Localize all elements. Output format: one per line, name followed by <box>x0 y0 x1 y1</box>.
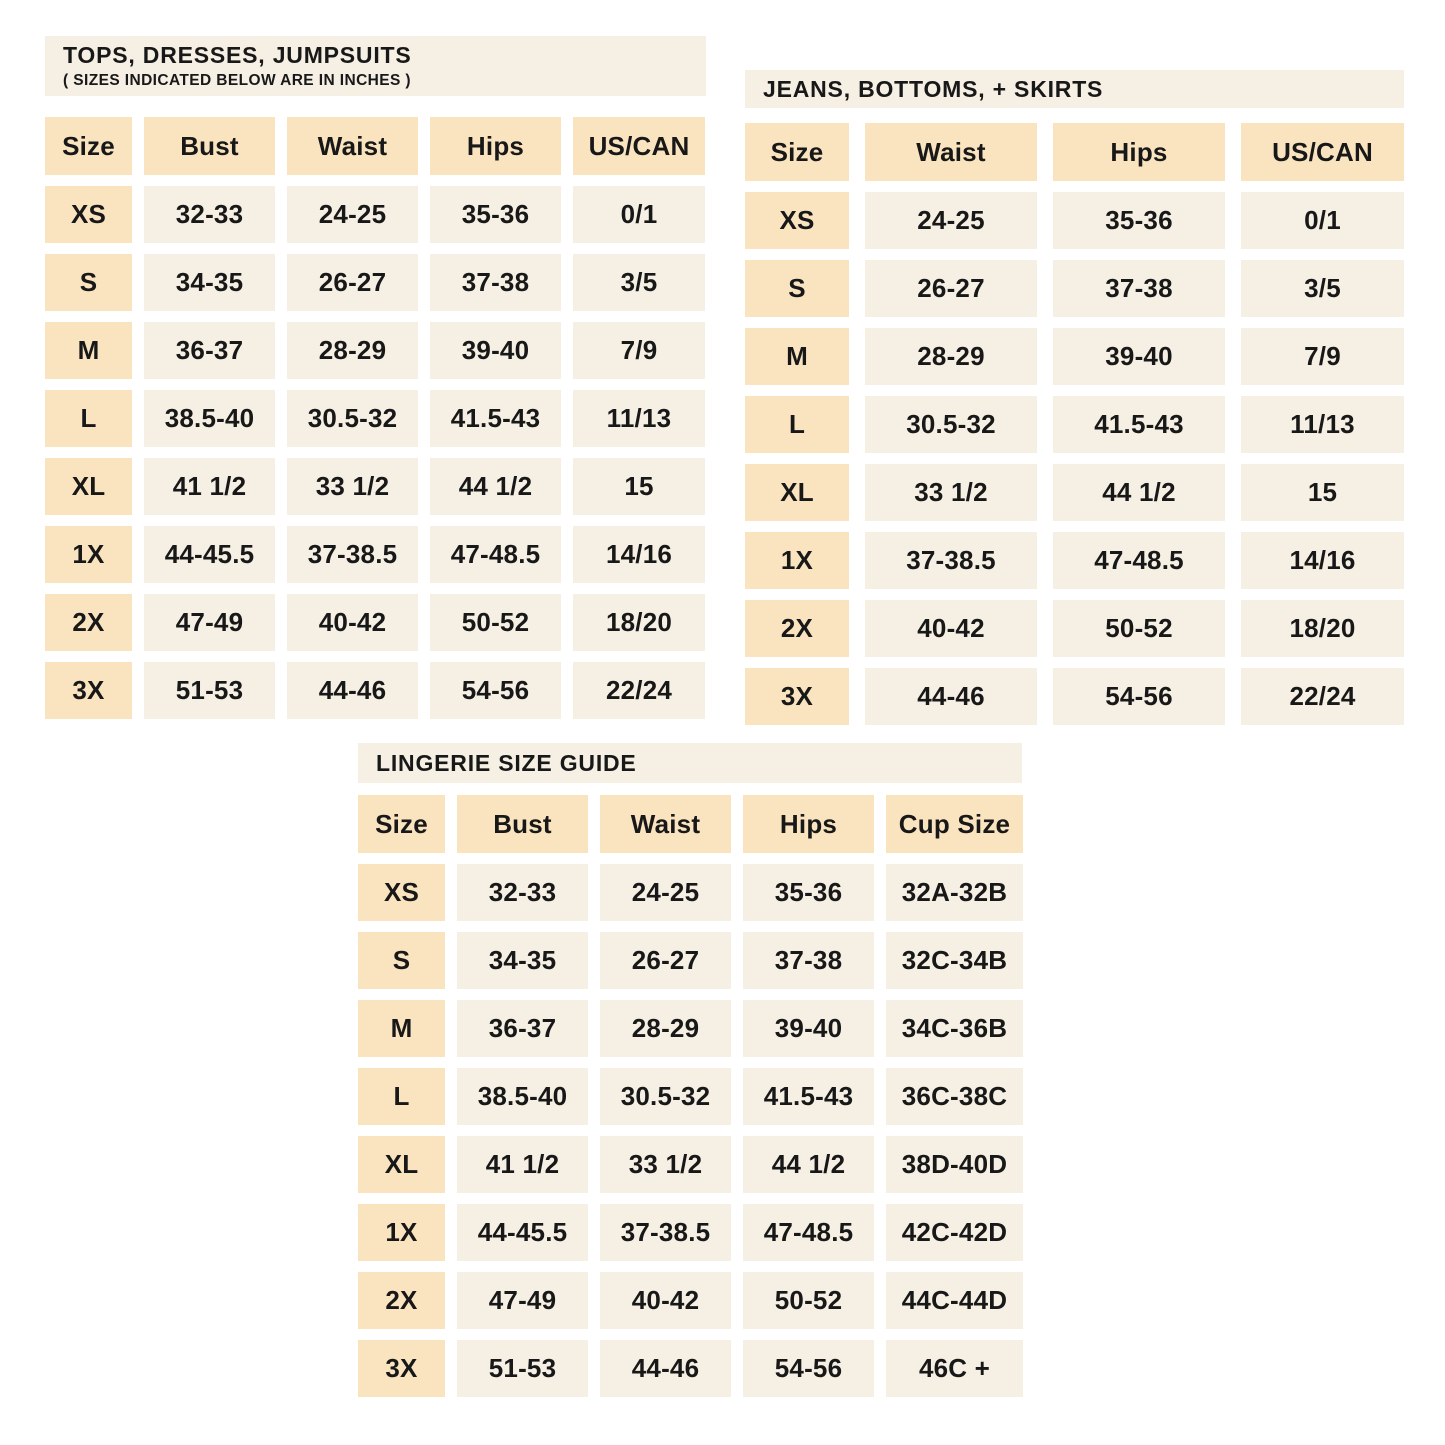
size-label-cell: L <box>45 390 132 447</box>
size-label-cell: 1X <box>745 532 849 589</box>
size-label-cell: XL <box>358 1136 445 1193</box>
size-label-cell: 3X <box>45 662 132 719</box>
measurement-cell: 33 1/2 <box>600 1136 731 1193</box>
measurement-cell: 42C-42D <box>886 1204 1023 1261</box>
measurement-cell: 47-48.5 <box>1053 532 1225 589</box>
size-table-lingerie-size-guide <box>358 795 1022 1397</box>
column-header-waist: Waist <box>600 795 731 853</box>
measurement-cell: 39-40 <box>430 322 561 379</box>
measurement-cell: 30.5-32 <box>600 1068 731 1125</box>
column-header-size: Size <box>358 795 445 853</box>
measurement-cell: 40-42 <box>287 594 418 651</box>
size-label-cell: 2X <box>358 1272 445 1329</box>
size-label-cell: S <box>358 932 445 989</box>
measurement-cell: 35-36 <box>1053 192 1225 249</box>
size-label-cell: 1X <box>45 526 132 583</box>
measurement-cell: 26-27 <box>600 932 731 989</box>
size-label-cell: L <box>358 1068 445 1125</box>
measurement-cell: 24-25 <box>600 864 731 921</box>
table-section-jeans-bottoms-skirts <box>745 70 1404 725</box>
measurement-cell: 47-48.5 <box>743 1204 874 1261</box>
measurement-cell: 44C-44D <box>886 1272 1023 1329</box>
measurement-cell: 51-53 <box>144 662 275 719</box>
size-label-cell: S <box>745 260 849 317</box>
measurement-cell: 15 <box>573 458 705 515</box>
measurement-cell: 54-56 <box>743 1340 874 1397</box>
measurement-cell: 41.5-43 <box>430 390 561 447</box>
measurement-cell: 34-35 <box>457 932 588 989</box>
measurement-cell: 41 1/2 <box>457 1136 588 1193</box>
measurement-cell: 30.5-32 <box>865 396 1037 453</box>
measurement-cell: 32A-32B <box>886 864 1023 921</box>
column-header-bust: Bust <box>457 795 588 853</box>
column-header-size: Size <box>45 117 132 175</box>
measurement-cell: 44 1/2 <box>743 1136 874 1193</box>
measurement-cell: 34-35 <box>144 254 275 311</box>
size-label-cell: 3X <box>745 668 849 725</box>
size-label-cell: 2X <box>45 594 132 651</box>
column-header-us-can: US/CAN <box>1241 123 1404 181</box>
measurement-cell: 37-38 <box>1053 260 1225 317</box>
measurement-cell: 0/1 <box>573 186 705 243</box>
measurement-cell: 37-38.5 <box>865 532 1037 589</box>
measurement-cell: 54-56 <box>1053 668 1225 725</box>
measurement-cell: 41.5-43 <box>743 1068 874 1125</box>
column-header-waist: Waist <box>865 123 1037 181</box>
size-label-cell: XL <box>745 464 849 521</box>
table-title-band <box>745 70 1404 108</box>
measurement-cell: 46C + <box>886 1340 1023 1397</box>
measurement-cell: 18/20 <box>573 594 705 651</box>
measurement-cell: 44-45.5 <box>144 526 275 583</box>
measurement-cell: 14/16 <box>1241 532 1404 589</box>
measurement-cell: 47-49 <box>144 594 275 651</box>
measurement-cell: 38D-40D <box>886 1136 1023 1193</box>
measurement-cell: 18/20 <box>1241 600 1404 657</box>
measurement-cell: 37-38.5 <box>287 526 418 583</box>
measurement-cell: 37-38 <box>743 932 874 989</box>
column-header-hips: Hips <box>1053 123 1225 181</box>
table-title: TOPS, DRESSES, JUMPSUITS <box>63 42 412 68</box>
measurement-cell: 14/16 <box>573 526 705 583</box>
column-header-hips: Hips <box>430 117 561 175</box>
measurement-cell: 7/9 <box>573 322 705 379</box>
measurement-cell: 41 1/2 <box>144 458 275 515</box>
measurement-cell: 37-38.5 <box>600 1204 731 1261</box>
measurement-cell: 38.5-40 <box>457 1068 588 1125</box>
size-label-cell: 1X <box>358 1204 445 1261</box>
table-title: JEANS, BOTTOMS, + SKIRTS <box>763 75 1104 102</box>
table-title-band <box>358 743 1022 783</box>
size-label-cell: M <box>358 1000 445 1057</box>
measurement-cell: 7/9 <box>1241 328 1404 385</box>
measurement-cell: 11/13 <box>573 390 705 447</box>
measurement-cell: 40-42 <box>865 600 1037 657</box>
table-title: LINGERIE SIZE GUIDE <box>376 749 637 776</box>
measurement-cell: 54-56 <box>430 662 561 719</box>
size-label-cell: XL <box>45 458 132 515</box>
size-label-cell: XS <box>358 864 445 921</box>
measurement-cell: 28-29 <box>865 328 1037 385</box>
size-label-cell: M <box>45 322 132 379</box>
size-table-tops-dresses-jumpsuits <box>45 117 706 719</box>
measurement-cell: 11/13 <box>1241 396 1404 453</box>
table-subtitle: ( SIZES INDICATED BELOW ARE IN INCHES ) <box>63 72 411 89</box>
measurement-cell: 24-25 <box>287 186 418 243</box>
measurement-cell: 39-40 <box>743 1000 874 1057</box>
measurement-cell: 50-52 <box>743 1272 874 1329</box>
table-section-tops-dresses-jumpsuits <box>45 36 706 719</box>
measurement-cell: 47-48.5 <box>430 526 561 583</box>
table-section-lingerie-size-guide <box>358 743 1022 1397</box>
measurement-cell: 37-38 <box>430 254 561 311</box>
measurement-cell: 38.5-40 <box>144 390 275 447</box>
column-header-us-can: US/CAN <box>573 117 705 175</box>
measurement-cell: 24-25 <box>865 192 1037 249</box>
measurement-cell: 40-42 <box>600 1272 731 1329</box>
column-header-waist: Waist <box>287 117 418 175</box>
measurement-cell: 50-52 <box>430 594 561 651</box>
measurement-cell: 36C-38C <box>886 1068 1023 1125</box>
measurement-cell: 28-29 <box>287 322 418 379</box>
measurement-cell: 33 1/2 <box>865 464 1037 521</box>
measurement-cell: 50-52 <box>1053 600 1225 657</box>
size-label-cell: XS <box>45 186 132 243</box>
measurement-cell: 22/24 <box>573 662 705 719</box>
column-header-size: Size <box>745 123 849 181</box>
measurement-cell: 34C-36B <box>886 1000 1023 1057</box>
column-header-hips: Hips <box>743 795 874 853</box>
measurement-cell: 36-37 <box>457 1000 588 1057</box>
measurement-cell: 39-40 <box>1053 328 1225 385</box>
measurement-cell: 30.5-32 <box>287 390 418 447</box>
column-header-bust: Bust <box>144 117 275 175</box>
measurement-cell: 28-29 <box>600 1000 731 1057</box>
measurement-cell: 32C-34B <box>886 932 1023 989</box>
measurement-cell: 32-33 <box>144 186 275 243</box>
measurement-cell: 35-36 <box>743 864 874 921</box>
size-label-cell: L <box>745 396 849 453</box>
measurement-cell: 35-36 <box>430 186 561 243</box>
measurement-cell: 47-49 <box>457 1272 588 1329</box>
measurement-cell: 44 1/2 <box>1053 464 1225 521</box>
measurement-cell: 36-37 <box>144 322 275 379</box>
measurement-cell: 41.5-43 <box>1053 396 1225 453</box>
measurement-cell: 26-27 <box>287 254 418 311</box>
column-header-cup-size: Cup Size <box>886 795 1023 853</box>
measurement-cell: 32-33 <box>457 864 588 921</box>
size-label-cell: XS <box>745 192 849 249</box>
table-title-band <box>45 36 706 96</box>
size-label-cell: 2X <box>745 600 849 657</box>
size-label-cell: S <box>45 254 132 311</box>
measurement-cell: 26-27 <box>865 260 1037 317</box>
measurement-cell: 44-46 <box>287 662 418 719</box>
measurement-cell: 0/1 <box>1241 192 1404 249</box>
measurement-cell: 44-45.5 <box>457 1204 588 1261</box>
measurement-cell: 15 <box>1241 464 1404 521</box>
size-table-jeans-bottoms-skirts <box>745 123 1404 725</box>
measurement-cell: 44-46 <box>600 1340 731 1397</box>
measurement-cell: 3/5 <box>573 254 705 311</box>
measurement-cell: 44-46 <box>865 668 1037 725</box>
measurement-cell: 44 1/2 <box>430 458 561 515</box>
size-label-cell: M <box>745 328 849 385</box>
size-label-cell: 3X <box>358 1340 445 1397</box>
measurement-cell: 33 1/2 <box>287 458 418 515</box>
measurement-cell: 51-53 <box>457 1340 588 1397</box>
measurement-cell: 3/5 <box>1241 260 1404 317</box>
measurement-cell: 22/24 <box>1241 668 1404 725</box>
